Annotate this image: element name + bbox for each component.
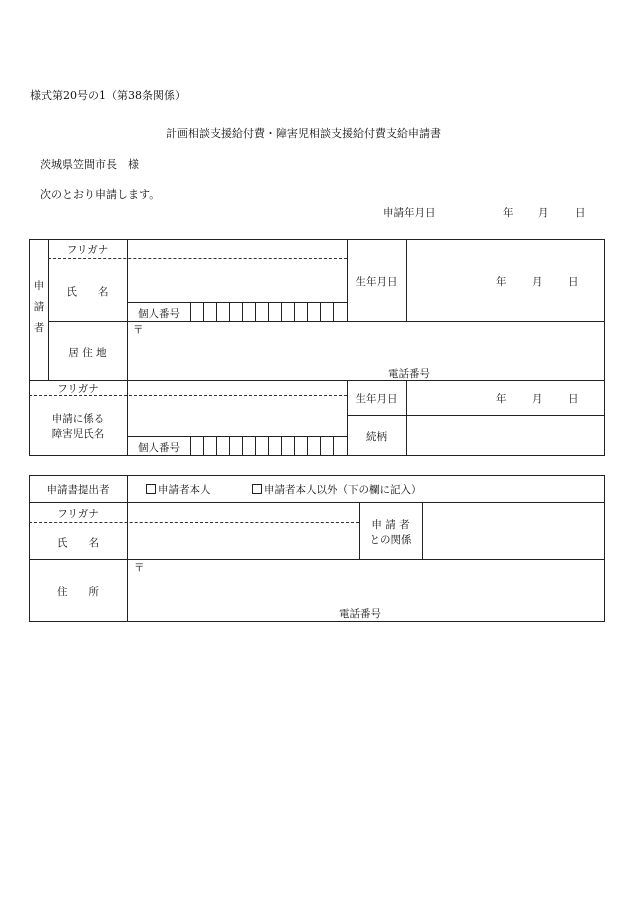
side-label-char: 請 [33,301,45,313]
applicant-birthdate-year: 年 [496,276,507,288]
child-name-label-line2: 障害児氏名 [51,428,105,440]
submitter-furigana-field[interactable] [128,503,359,522]
submitter-label: 申請書提出者 [46,484,110,496]
form-title: 計画相談支援給付費・障害児相談支援給付費支給申請書 [166,127,441,140]
applicant-personal-number-label: 個人番号 [138,308,180,320]
option-other-label: 申請者本人以外（下の欄に記入） [264,484,422,496]
intro-text: 次のとおり申請します。 [40,188,161,201]
applicant-address-label: 居 住 地 [68,347,107,359]
form-number: 様式第20号の1（第38条関係） [30,89,186,102]
applicant-furigana-label: フリガナ [66,244,109,256]
child-furigana-label: フリガナ [57,383,99,395]
option-other[interactable] [252,482,422,497]
submitter-name-field[interactable] [128,523,359,559]
applicant-birthdate-day: 日 [568,276,579,288]
applicant-name-label: 氏 名 [66,286,109,298]
submitter-name-label: 氏 名 [57,537,99,549]
child-relationship-field[interactable] [407,416,604,455]
side-label-char: 申 [33,280,45,292]
child-relationship-label: 続柄 [366,431,387,443]
child-furigana-field[interactable] [128,381,347,395]
child-personal-number-label: 個人番号 [138,442,180,454]
child-birthdate-month: 月 [532,393,543,405]
application-date-year: 年 [503,207,514,219]
applicant-name-field[interactable] [128,259,347,302]
submitter-furigana-label: フリガナ [57,508,99,520]
applicant-birthdate-label: 生年月日 [355,276,398,288]
submitter-relationship-field[interactable] [423,503,604,559]
applicant-birthdate-month: 月 [532,276,543,288]
application-date-day: 日 [575,207,586,219]
addressee: 茨城県笠間市長 様 [40,158,139,171]
checkbox-self[interactable] [146,484,156,494]
submitter-address-label: 住 所 [57,586,99,598]
submitter-relationship-label-line2: との関係 [369,534,412,546]
child-personal-number-boxes[interactable] [190,437,347,455]
side-label-char: 者 [33,322,45,334]
option-self-label: 申請者本人 [158,484,211,496]
child-name-field[interactable] [128,396,347,436]
child-birthdate-day: 日 [568,393,579,405]
applicant-side-label [31,278,47,335]
submitter-address-field[interactable] [128,575,604,603]
applicant-address-field[interactable] [128,335,604,365]
child-name-label-line1: 申請に係る [51,413,105,425]
applicant-phone-label: 電話番号 [388,368,430,380]
option-self[interactable] [146,482,211,497]
applicant-personal-number-boxes[interactable] [190,303,347,321]
child-birthdate-label: 生年月日 [355,393,398,405]
checkbox-other[interactable] [252,484,262,494]
applicant-postal-mark: 〒 [133,324,144,336]
application-date-label: 申請年月日 [383,207,436,219]
applicant-furigana-field[interactable] [128,240,347,258]
child-birthdate-year: 年 [496,393,507,405]
submitter-phone-label: 電話番号 [339,608,381,620]
submitter-relationship-label-line1: 申 請 者 [371,519,410,531]
application-date-month: 月 [538,207,549,219]
submitter-postal-mark: 〒 [134,562,145,574]
